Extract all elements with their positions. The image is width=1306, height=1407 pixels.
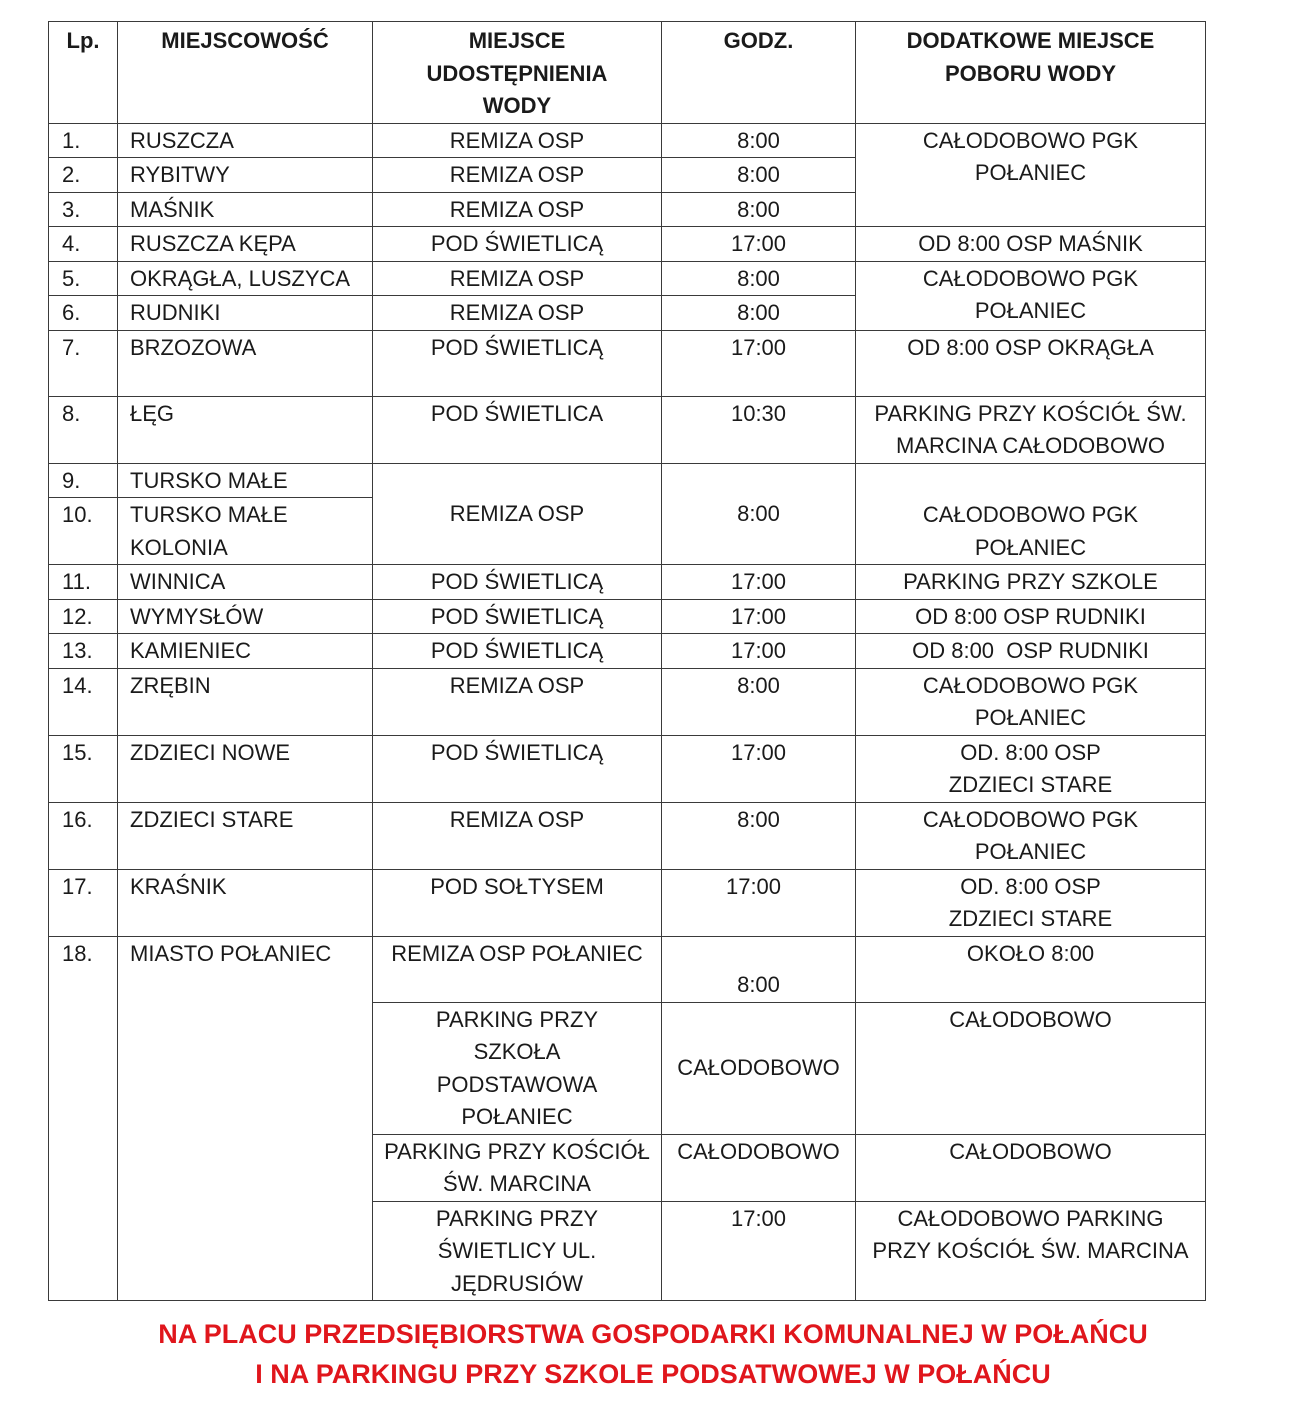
row-time: 17:00 [662, 565, 856, 600]
row-extra: OD. 8:00 OSP ZDZIECI STARE [856, 735, 1206, 802]
row-lp: 8. [49, 396, 118, 463]
table-row [49, 936, 1206, 1002]
row-town: BRZOZOWA [118, 330, 373, 396]
row-lp: 3. [49, 192, 118, 227]
row-lp: 15. [49, 735, 118, 802]
row-extra: OKOŁO 8:00 [856, 936, 1206, 1002]
row-town: ZRĘBIN [118, 668, 373, 735]
row-extra: CAŁODOBOWO [856, 1002, 1206, 1134]
row-lp: 9. [49, 463, 118, 498]
row-extra: OD 8:00 OSP OKRĄGŁA [856, 330, 1206, 396]
row-lp: 17. [49, 869, 118, 936]
row-place: PARKING PRZY KOŚCIÓŁ ŚW. MARCINA [373, 1134, 662, 1201]
row-time: 8:00 [662, 192, 856, 227]
row-time: 10:30 [662, 396, 856, 463]
row-place: REMIZA OSP [373, 802, 662, 869]
row-town: ZDZIECI STARE [118, 802, 373, 869]
row-lp: 13. [49, 634, 118, 669]
table-header-row [49, 22, 1206, 124]
row-town: TURSKO MAŁE KOLONIA [118, 498, 373, 565]
row-lp: 14. [49, 668, 118, 735]
row-place: POD ŚWIETLICĄ [373, 735, 662, 802]
row-place: POD ŚWIETLICĄ [373, 634, 662, 669]
row-place: POD ŚWIETLICA [373, 396, 662, 463]
header-town: MIEJSCOWOŚĆ [118, 22, 373, 124]
row-time: 17:00 [662, 1201, 856, 1301]
row-town: ZDZIECI NOWE [118, 735, 373, 802]
header-place: MIEJSCE UDOSTĘPNIENIA WODY [373, 22, 662, 124]
row-place: PARKING PRZY ŚWIETLICY UL. JĘDRUSIÓW [373, 1201, 662, 1301]
row-lp: 16. [49, 802, 118, 869]
row-town: ŁĘG [118, 396, 373, 463]
row-extra: PARKING PRZY KOŚCIÓŁ ŚW. MARCINA CAŁODOBOWO [856, 396, 1206, 463]
row-town: WINNICA [118, 565, 373, 600]
row-time: 8:00 [662, 261, 856, 296]
row-place: PARKING PRZY SZKOŁA PODSTAWOWA POŁANIEC [373, 1002, 662, 1134]
water-distribution-table [48, 21, 1206, 1301]
row-town: RUSZCZA [118, 123, 373, 158]
row-place: POD ŚWIETLICĄ [373, 565, 662, 600]
row-time: CAŁODOBOWO [662, 1002, 856, 1134]
row-town: KAMIENIEC [118, 634, 373, 669]
table-row [49, 802, 1206, 869]
row-place: POD ŚWIETLICĄ [373, 599, 662, 634]
row-lp: 6. [49, 296, 118, 331]
row-town: WYMYSŁÓW [118, 599, 373, 634]
row-extra: CAŁODOBOWO PGK POŁANIEC [856, 668, 1206, 735]
row-place: REMIZA OSP [373, 296, 662, 331]
row-lp: 12. [49, 599, 118, 634]
row-extra: OD 8:00 OSP RUDNIKI [856, 599, 1206, 634]
row-time: 8:00 [662, 668, 856, 735]
table-row [49, 227, 1206, 262]
row-town: TURSKO MAŁE [118, 463, 373, 498]
table-row [49, 261, 1206, 296]
table-row [49, 463, 1206, 498]
row-extra: OD 8:00 OSP RUDNIKI [856, 634, 1206, 669]
row-time: 8:00 [662, 296, 856, 331]
table-row [49, 565, 1206, 600]
row-lp: 5. [49, 261, 118, 296]
row-place: REMIZA OSP [373, 463, 662, 565]
table-row [49, 634, 1206, 669]
header-time: GODZ. [662, 22, 856, 124]
row-place: REMIZA OSP [373, 668, 662, 735]
notice [0, 1314, 1306, 1394]
row-place: REMIZA OSP [373, 192, 662, 227]
row-extra: CAŁODOBOWO PARKING PRZY KOŚCIÓŁ ŚW. MARCINA [856, 1201, 1206, 1301]
row-time: 17:00 [662, 227, 856, 262]
row-lp: 11. [49, 565, 118, 600]
row-lp: 7. [49, 330, 118, 396]
table-row [49, 869, 1206, 936]
row-place: REMIZA OSP [373, 261, 662, 296]
table-row [49, 668, 1206, 735]
row-time: 17:00 [662, 869, 856, 936]
row-extra: CAŁODOBOWO PGK POŁANIEC [856, 261, 1206, 330]
row-town: MAŚNIK [118, 192, 373, 227]
row-time: 17:00 [662, 330, 856, 396]
row-time: 8:00 [662, 802, 856, 869]
row-time: CAŁODOBOWO [662, 1134, 856, 1201]
row-extra: CAŁODOBOWO PGK POŁANIEC [856, 123, 1206, 227]
header-extra: DODATKOWE MIEJSCE POBORU WODY [856, 22, 1206, 124]
row-lp: 4. [49, 227, 118, 262]
row-lp: 2. [49, 158, 118, 193]
row-place: REMIZA OSP [373, 158, 662, 193]
row-place: REMIZA OSP [373, 123, 662, 158]
row-time: 17:00 [662, 599, 856, 634]
table-row [49, 330, 1206, 396]
row-place: POD SOŁTYSEM [373, 869, 662, 936]
row-time: 17:00 [662, 634, 856, 669]
row-place: POD ŚWIETLICĄ [373, 330, 662, 396]
table-row [49, 735, 1206, 802]
table-row [49, 599, 1206, 634]
row-town: OKRĄGŁA, LUSZYCA [118, 261, 373, 296]
row-place: POD ŚWIETLICĄ [373, 227, 662, 262]
row-extra: PARKING PRZY SZKOLE [856, 565, 1206, 600]
row-time: 8:00 [662, 123, 856, 158]
row-lp: 1. [49, 123, 118, 158]
row-extra: OD 8:00 OSP MAŚNIK [856, 227, 1206, 262]
row-extra: CAŁODOBOWO PGK POŁANIEC [856, 802, 1206, 869]
row-time: 8:00 [662, 936, 856, 1002]
row-lp: 18. [49, 936, 118, 1301]
table-row [49, 396, 1206, 463]
row-town: RUDNIKI [118, 296, 373, 331]
row-extra: OD. 8:00 OSP ZDZIECI STARE [856, 869, 1206, 936]
notice-line-1: NA PLACU PRZEDSIĘBIORSTWA GOSPODARKI KOMUNALNEJ W POŁAŃCU [158, 1319, 1148, 1349]
row-town: RYBITWY [118, 158, 373, 193]
row-town: MIASTO POŁANIEC [118, 936, 373, 1301]
table-row [49, 123, 1206, 158]
header-lp: Lp. [49, 22, 118, 124]
row-time: 8:00 [662, 463, 856, 565]
row-time: 17:00 [662, 735, 856, 802]
row-place: REMIZA OSP POŁANIEC [373, 936, 662, 1002]
row-extra: CAŁODOBOWO PGK POŁANIEC [856, 463, 1206, 565]
row-town: RUSZCZA KĘPA [118, 227, 373, 262]
row-town: KRAŚNIK [118, 869, 373, 936]
notice-line-2: I NA PARKINGU PRZY SZKOLE PODSATWOWEJ W POŁAŃCU [255, 1359, 1051, 1389]
row-time: 8:00 [662, 158, 856, 193]
row-lp: 10. [49, 498, 118, 565]
row-extra: CAŁODOBOWO [856, 1134, 1206, 1201]
water-distribution-sheet [48, 21, 1206, 1301]
